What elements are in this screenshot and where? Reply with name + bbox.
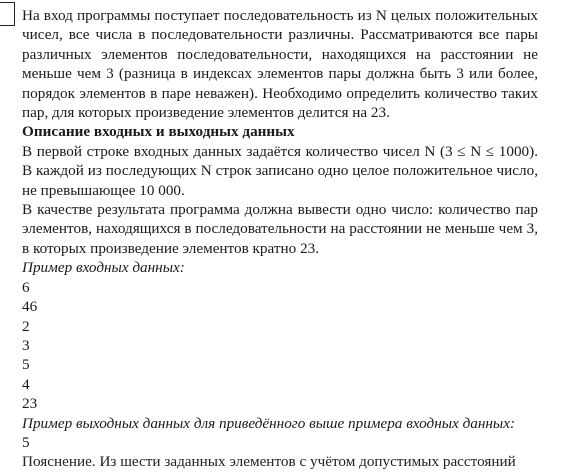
input-example-line: 4	[22, 375, 30, 393]
task-intro: На вход программы поступает последовательность из N целых положительных чисел, все числа в последовательности различны. Рассматриваются все пары различных элементов последовательности, находящихся на расстоянии не меньше чем 3 (разница в индексах элементов пары должна быть 3 или более, порядок элементов в паре неважен). Необходимо определить количество таких пар, для которых произведение элементов делится на 23.	[22, 7, 538, 122]
output-example-list	[22, 433, 538, 452]
io-heading: Описание входных и выходных данных	[22, 123, 295, 141]
task-document	[22, 0, 538, 472]
output-description: В качестве результата программа должна вывести одно число: количество пар элементов, находящихся в последовательности на расстоянии не меньше чем 3, в которых произведение элементов кратно 23.	[22, 201, 538, 257]
cut-off-text: Пояснение. Из шести заданных элементов с учётом допустимых расстояний	[22, 453, 516, 471]
input-description: В первой строке входных данных задаётся количество чисел N (3 ≤ N ≤ 1000). В каждой из последующих N строк записано одно целое положительное число, не превышающее 10 000.	[22, 142, 538, 199]
input-example-line: 5	[22, 356, 30, 374]
input-example-line: 46	[22, 298, 38, 316]
input-example-line: 3	[22, 336, 30, 354]
input-example-label: Пример входных данных:	[22, 259, 185, 277]
answer-checkbox[interactable]	[0, 2, 15, 26]
output-example-label: Пример выходных данных для приведённого выше примера входных данных:	[22, 414, 516, 432]
output-example-line: 5	[22, 433, 30, 451]
input-example-line: 2	[22, 317, 30, 335]
input-example-line: 6	[22, 278, 30, 296]
input-example-list	[22, 278, 538, 414]
input-example-line: 23	[22, 395, 38, 413]
